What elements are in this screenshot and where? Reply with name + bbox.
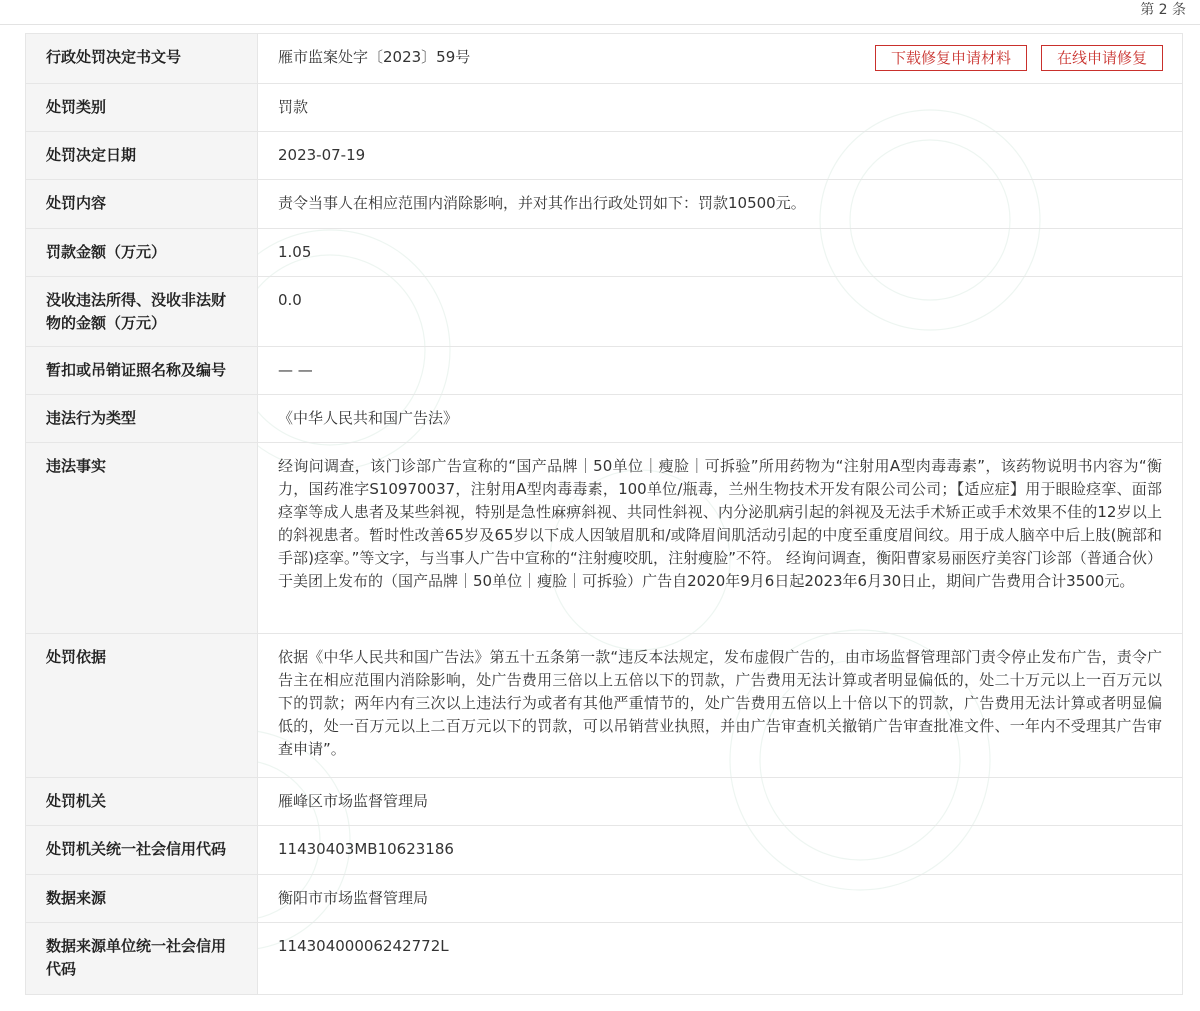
- row-label: 处罚机关统一社会信用代码: [26, 826, 258, 874]
- row-value: 11430400006242772L: [258, 922, 1183, 994]
- table-row: [26, 132, 1183, 180]
- row-label: 违法事实: [26, 443, 258, 634]
- row-value: 1.05: [258, 228, 1183, 276]
- page-number-label: 第 2 条: [1140, 2, 1186, 18]
- row-label: 处罚类别: [26, 84, 258, 132]
- row-label: 违法行为类型: [26, 395, 258, 443]
- online-repair-apply-button[interactable]: 在线申请修复: [1041, 45, 1163, 71]
- row-value: 雁峰区市场监督管理局: [258, 778, 1183, 826]
- row-value-cell: [258, 34, 1183, 84]
- row-label: 没收违法所得、没收非法财物的金额（万元）: [26, 276, 258, 346]
- penalty-record-table: [25, 33, 1183, 995]
- table-row: [26, 276, 1183, 346]
- table-row: [26, 874, 1183, 922]
- row-label: 处罚机关: [26, 778, 258, 826]
- table-row: [26, 180, 1183, 228]
- row-label: 罚款金额（万元）: [26, 228, 258, 276]
- table-row: [26, 228, 1183, 276]
- table-row: [26, 443, 1183, 634]
- row-value: 责令当事人在相应范围内消除影响，并对其作出行政处罚如下：罚款10500元。: [258, 180, 1183, 228]
- table-row: [26, 395, 1183, 443]
- row-value: — —: [258, 346, 1183, 394]
- table-row: [26, 778, 1183, 826]
- table-row: [26, 346, 1183, 394]
- table-row: [26, 84, 1183, 132]
- top-divider: [0, 24, 1200, 25]
- action-buttons: [875, 45, 1163, 71]
- row-label: 处罚依据: [26, 633, 258, 777]
- row-label: 行政处罚决定书文号: [26, 34, 258, 84]
- row-value: 0.0: [258, 276, 1183, 346]
- row-value: 经询问调查，该门诊部广告宣称的“国产品牌｜50单位｜瘦脸｜可拆验”所用药物为“注射用A型肉毒毒素”，该药物说明书内容为“衡力，国药准字S10970037，注射用A型肉毒毒素，100单位/瓶毒，兰州生物技术开发有限公司公司；【适应症】用于眼睑痉挛、面部痉挛等成人患者及某些斜视，特别是急性麻痹斜视、共同性斜视、内分泌肌病引起的斜视及无法手术矫正或手术效果不佳的12岁以上的斜视患者。暂时性改善65岁及65岁以下成人因皱眉肌和/或降眉间肌活动引起的中度至重度眉间纹。用于成人脑卒中后上肢(腕部和手部)痉挛。”等文字，与当事人广告中宣称的“注射瘦咬肌，注射瘦脸”不符。 经询问调查，衡阳曹家易丽医疗美容门诊部（普通合伙）于美团上发布的（国产品牌｜50单位｜瘦脸｜可拆验）广告自2020年9月6日起2023年6月30日止，期间广告费用合计3500元。: [258, 443, 1183, 634]
- row-label: 处罚内容: [26, 180, 258, 228]
- row-label: 处罚决定日期: [26, 132, 258, 180]
- decision-number-value: 雁市监案处字〔2023〕59号: [278, 48, 471, 66]
- table-row: [26, 922, 1183, 994]
- table-row: [26, 826, 1183, 874]
- row-value: 《中华人民共和国广告法》: [258, 395, 1183, 443]
- row-value: 依据《中华人民共和国广告法》第五十五条第一款“违反本法规定，发布虚假广告的，由市场监督管理部门责令停止发布广告，责令广告主在相应范围内消除影响，处广告费用三倍以上五倍以下的罚款，广告费用无法计算或者明显偏低的，处二十万元以上一百万元以下的罚款；两年内有三次以上违法行为或者有其他严重情节的，处广告费用五倍以上十倍以下的罚款，广告费用无法计算或者明显偏低的，处一百万元以上二百万元以下的罚款，可以吊销营业执照，并由广告审查机关撤销广告审查批准文件、一年内不受理其广告审查申请”。: [258, 633, 1183, 777]
- row-value: 2023-07-19: [258, 132, 1183, 180]
- table-row: [26, 34, 1183, 84]
- row-value: 衡阳市市场监督管理局: [258, 874, 1183, 922]
- row-value: 罚款: [258, 84, 1183, 132]
- row-value: 11430403MB10623186: [258, 826, 1183, 874]
- row-label: 数据来源: [26, 874, 258, 922]
- row-label: 数据来源单位统一社会信用代码: [26, 922, 258, 994]
- row-label: 暂扣或吊销证照名称及编号: [26, 346, 258, 394]
- table-row: [26, 633, 1183, 777]
- download-repair-materials-button[interactable]: 下载修复申请材料: [875, 45, 1027, 71]
